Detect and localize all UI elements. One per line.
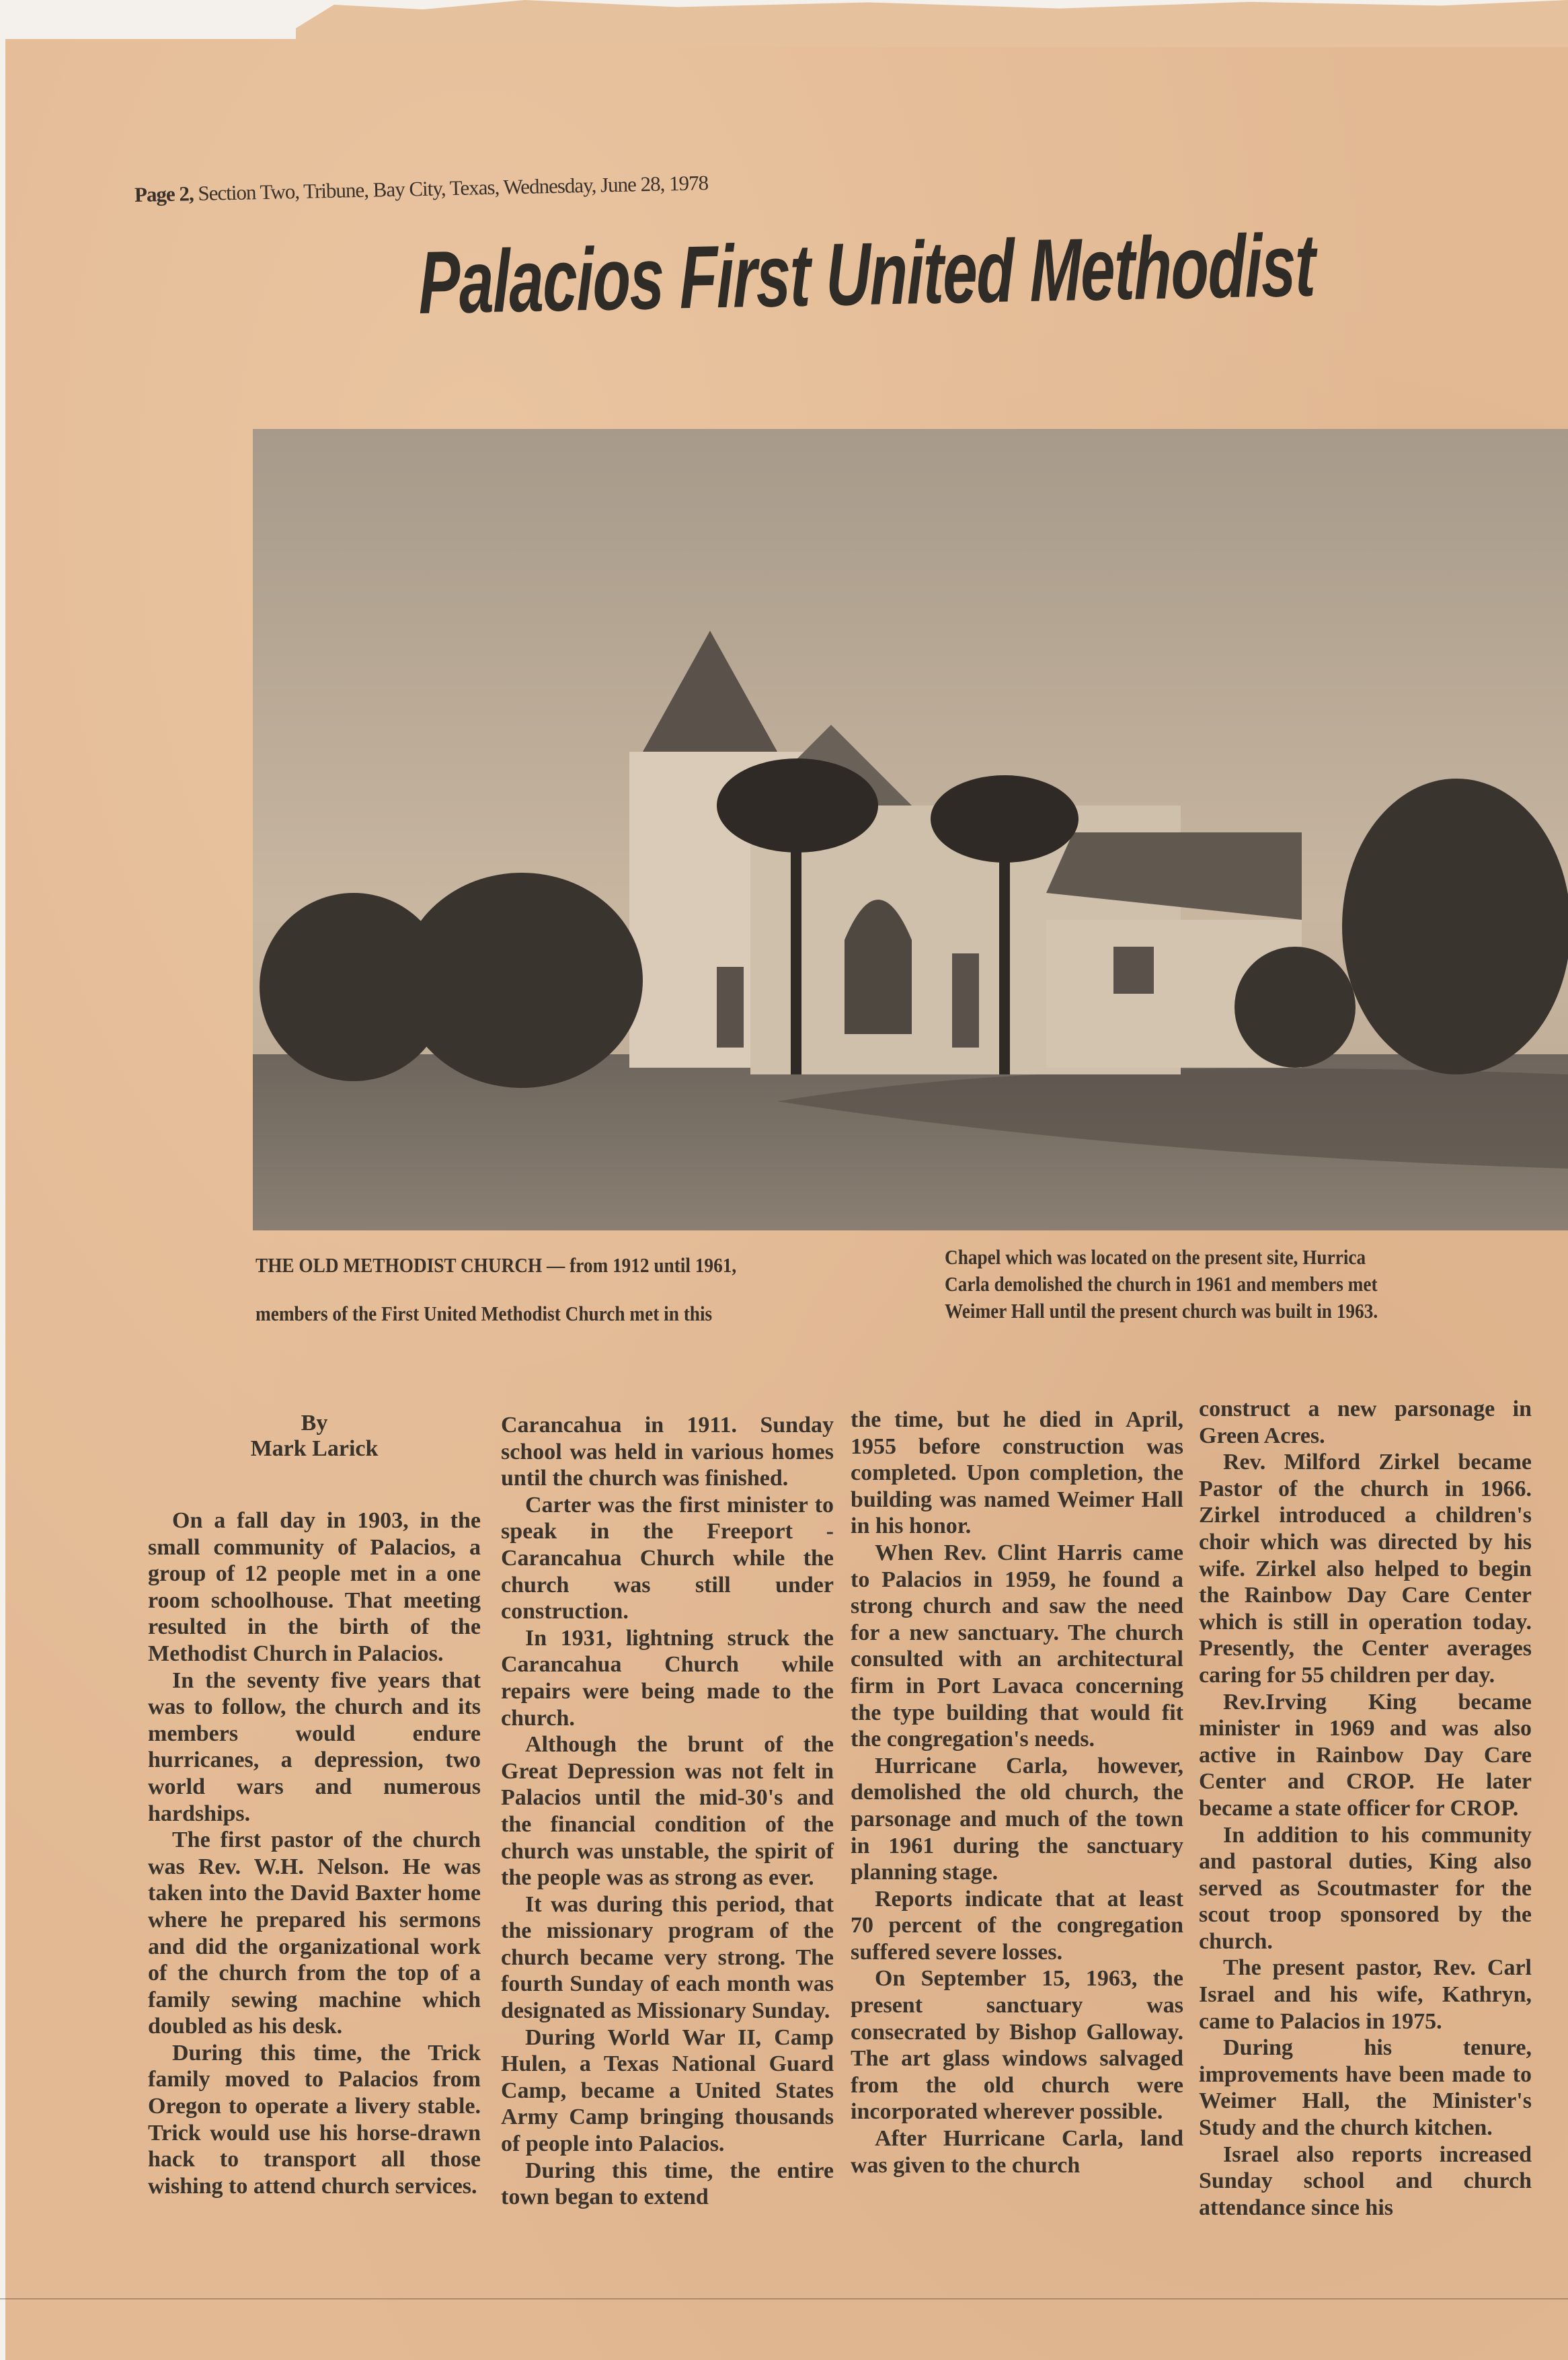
caption-line: THE OLD METHODIST CHURCH — from 1912 until 1961, (256, 1253, 737, 1277)
page-number: Page 2, (134, 182, 194, 206)
paragraph: Carter was the first minister to speak in the Freeport - Carancahua Church while the church was still under construction. (501, 1492, 834, 1624)
article-column-1 (148, 1411, 481, 2199)
byline (148, 1411, 481, 1462)
paragraph: After Hurricane Carla, land was given to the church (851, 2126, 1183, 2178)
fold-line (0, 2298, 1568, 2299)
caption-line: Weimer Hall until the present church was built in 1963. (945, 1299, 1378, 1323)
byline-author: Mark Larick (250, 1436, 379, 1461)
paragraph: Carancahua in 1911. Sunday school was held in various homes until the church was finished. (501, 1413, 834, 1491)
paragraph: The first pastor of the church was Rev. W.H. Nelson. He was taken into the David Baxter home where he prepared his sermons and did the organizational work of the church from the top of a family sewing machine which doubled as his desk. (148, 1827, 481, 2039)
byline-by: By (301, 1411, 328, 1435)
paragraph: the time, but he died in April, 1955 before construction was completed. Upon completion, the building was named Weimer Hall in his honor. (851, 1407, 1183, 1539)
paragraph: It was during this period, that the missionary program of the church became very strong. The fourth Sunday of each month was designated as Missionary Sunday. (501, 1891, 834, 2024)
article-column-3 (851, 1407, 1183, 2178)
photo-caption-left (256, 1252, 906, 1327)
caption-line: Chapel which was located on the present site, Hurrica (945, 1245, 1366, 1269)
paragraph: The present pastor, Rev. Carl Israel and his wife, Kathryn, came to Palacios in 1975. (1199, 1955, 1532, 2034)
paragraph: construct a new parsonage in Green Acres. (1199, 1397, 1532, 1448)
photo-caption-right (945, 1244, 1568, 1325)
paragraph: Reports indicate that at least 70 percent of the congregation suffered severe losses. (851, 1886, 1183, 1965)
dateline-text: Section Two, Tribune, Bay City, Texas, Wednesday, June 28, 1978 (198, 171, 709, 206)
paragraph: In the seventy five years that was to follow, the church and its members would endure hurricanes, a depression, two world wars and numerous hardships. (148, 1667, 481, 1826)
paragraph: On September 15, 1963, the present sanctuary was consecrated by Bishop Galloway. The art glass windows salvaged from the old church were incorporated wherever possible. (851, 1966, 1183, 2125)
paragraph: Rev.Irving King became minister in 1969 and was also active in Rainbow Day Care Center and CROP. He later became a state officer for CROP. (1199, 1689, 1532, 1821)
paragraph: During his tenure, improvements have been made to Weimer Hall, the Minister's Study and the church kitchen. (1199, 2035, 1532, 2141)
paragraph: On a fall day in 1903, in the small community of Palacios, a group of 12 people met in a one room schoolhouse. That meeting resulted in the birth of the Methodist Church in Palacios. (148, 1508, 481, 1666)
paragraph: When Rev. Clint Harris came to Palacios in 1959, he found a strong church and saw the need for a new sanctuary. The church consulted with an architectural firm in Port Lavaca concerning the type building that would fit the congregation's needs. (851, 1540, 1183, 1752)
paragraph: During this time, the entire town began to extend (501, 2158, 834, 2210)
paragraph: During this time, the Trick family moved to Palacios from Oregon to operate a livery stable. Trick would use his horse-drawn hack to transport all those wishing to attend church services. (148, 2040, 481, 2199)
paragraph: In addition to his community and pastoral duties, King also served as Scoutmaster for the scout troop sponsored by the church. (1199, 1822, 1532, 1954)
headline: Palacios First United Methodist (418, 215, 1315, 332)
paragraph: Rev. Milford Zirkel became Pastor of the church in 1966. Zirkel introduced a children's choir which was directed by his wife. Zirkel also helped to begin the Rainbow Day Care Center which is still in operation today. Presently, the Center averages caring for 55 children per day. (1199, 1450, 1532, 1688)
paragraph: Israel also reports increased Sunday school and church attendance since his (1199, 2141, 1532, 2220)
paragraph: During World War II, Camp Hulen, a Texas National Guard Camp, became a United States Army Camp bringing thousands of people into Palacios. (501, 2024, 834, 2157)
paragraph: Hurricane Carla, however, demolished the old church, the parsonage and much of the town in 1961 during the sanctuary planning stage. (851, 1753, 1183, 1885)
torn-edge (296, 0, 1568, 47)
article-column-2 (501, 1412, 834, 2211)
paragraph: In 1931, lightning struck the Carancahua Church while repairs were being made to the church. (501, 1625, 834, 1731)
caption-line: members of the First United Methodist Church met in this (256, 1302, 713, 1325)
church-photo (253, 429, 1568, 1230)
paragraph: Although the brunt of the Great Depression was not felt in Palacios until the mid-30's and the financial condition of the church was unstable, the spirit of the people was as strong as ever. (501, 1732, 834, 1891)
article-column-4 (1199, 1396, 1532, 2221)
caption-line: Carla demolished the church in 1961 and members met (945, 1272, 1378, 1296)
